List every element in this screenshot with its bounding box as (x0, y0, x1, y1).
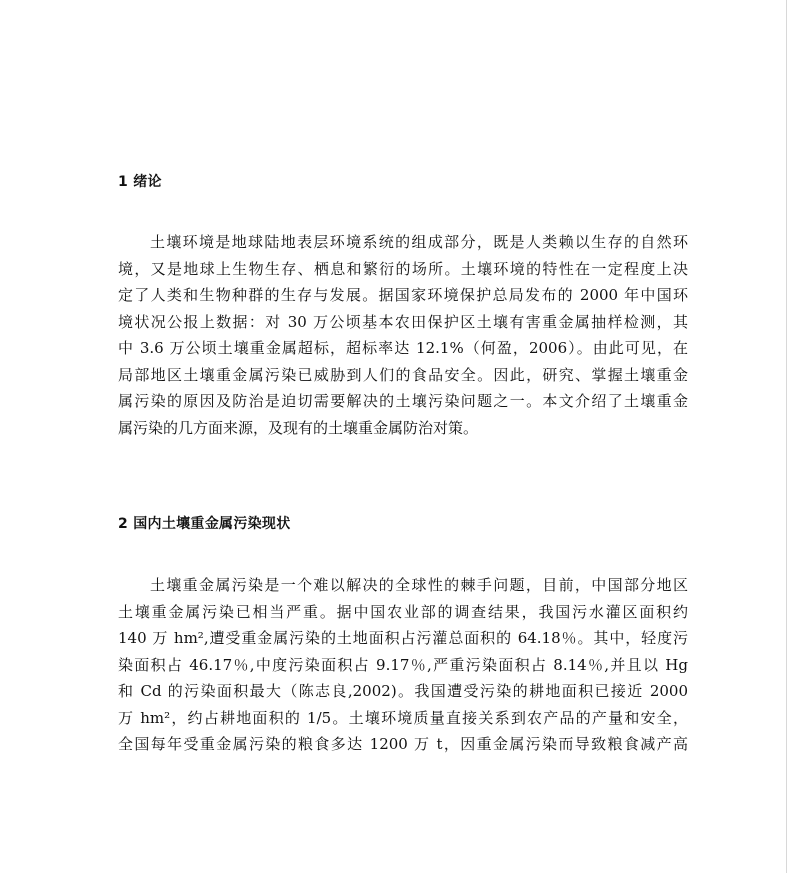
paragraph-line: 全国每年受重金属污染的粮食多达 1200 万 t，因重金属污染而导致粮食减产高 (118, 735, 688, 753)
paragraph-line: 属污染的几方面来源，及现有的土壤重金属防治对策。 (118, 418, 479, 437)
paragraph-line: 土壤环境是地球陆地表层环境系统的组成部分，既是人类赖以生存的自然环 (150, 233, 688, 251)
paragraph-line: 定了人类和生物种群的生存与发展。据国家环境保护总局发布的 2000 年中国环 (118, 286, 688, 304)
paragraph-line: 土壤重金属污染已相当严重。据中国农业部的调查结果，我国污水灌区面积约 (118, 602, 688, 621)
page-edge-divider (786, 0, 787, 873)
paragraph-line: 和 Cd 的污染面积最大（陈志良,2002)。我国遭受污染的耕地面积已接近 2000 (118, 682, 688, 700)
paragraph-line: 局部地区土壤重金属污染已威胁到人们的食品安全。因此，研究、掌握土壤重金 (118, 365, 688, 384)
paragraph-line: 万 hm²，约占耕地面积的 1/5。土壤环境质量直接关系到农产品的产量和安全， (118, 708, 688, 727)
paragraph-line: 属污染的原因及防治是迫切需要解决的土壤污染问题之一。本文介绍了土壤重金 (118, 392, 688, 410)
section-2-heading: 2 国内土壤重金属污染现状 (118, 516, 291, 532)
paragraph-line: 染面积占 46.17％,中度污染面积占 9.17％,严重污染面积占 8.14％,并且以 Hg (118, 655, 688, 674)
paragraph-line: 境状况公报上数据：对 30 万公顷基本农田保护区土壤有害重金属抽样检测，其 (118, 312, 688, 331)
section-1-heading: 1 绪论 (118, 174, 162, 190)
paragraph-line: 140 万 hm²,遭受重金属污染的土地面积占污灌总面积的 64.18％。其中，轻度污 (118, 629, 688, 647)
section-1-paragraph (118, 229, 688, 441)
section-2-paragraph (118, 572, 688, 758)
paragraph-line: 境，又是地球上生物生存、栖息和繁衍的场所。土壤环境的特性在一定程度上决 (118, 259, 688, 278)
paragraph-line: 土壤重金属污染是一个难以解决的全球性的棘手问题，目前，中国部分地区 (150, 576, 688, 594)
paragraph-line: 中 3.6 万公顷土壤重金属超标，超标率达 12.1%（何盈，2006）。由此可见，在 (118, 339, 688, 357)
